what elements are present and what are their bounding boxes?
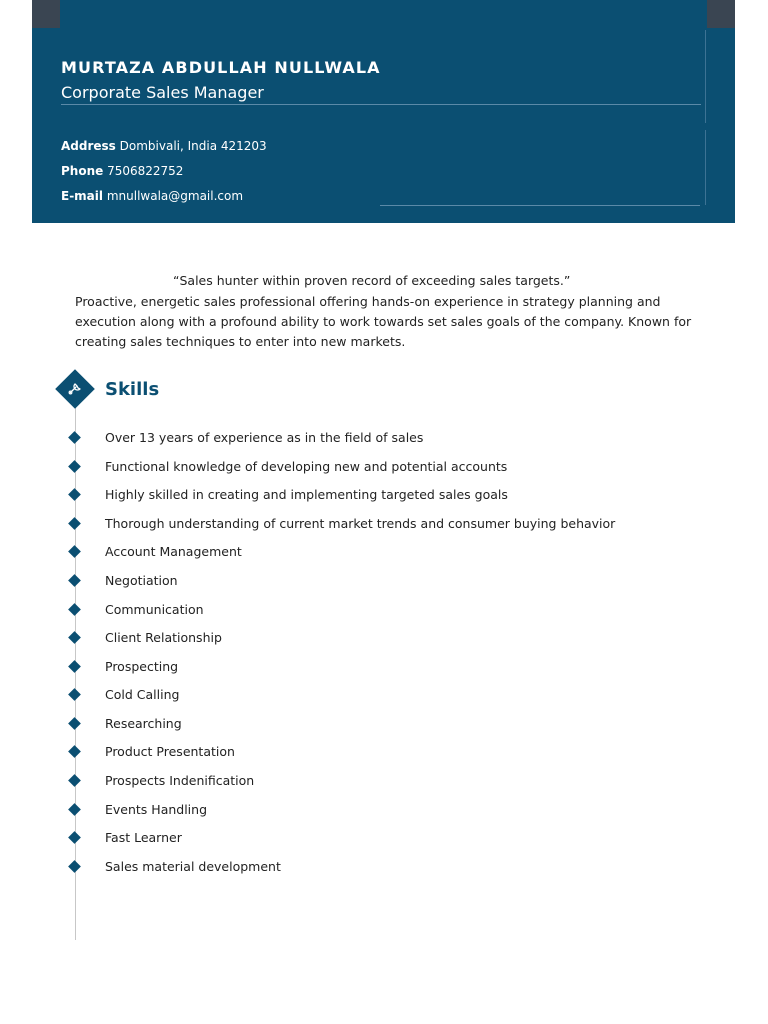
skill-bullet (68, 631, 81, 644)
skill-text: Negotiation (105, 573, 178, 588)
contact-address-value: Dombivali, India 421203 (119, 139, 267, 153)
skill-bullet (68, 660, 81, 673)
contact-email (61, 189, 243, 203)
skill-text: Highly skilled in creating and implementing targeted sales goals (105, 487, 508, 502)
contact-phone (61, 164, 183, 178)
contact-phone-value: 7506822752 (107, 164, 184, 178)
skill-text: Client Relationship (105, 630, 222, 645)
skill-text: Researching (105, 716, 182, 731)
skill-text: Product Presentation (105, 744, 235, 759)
skill-text: Cold Calling (105, 687, 180, 702)
skill-bullet (68, 574, 81, 587)
title-underline (61, 104, 701, 105)
skill-text: Fast Learner (105, 830, 182, 845)
header-corner-left (32, 0, 60, 28)
contact-email-label: E-mail (61, 189, 104, 203)
candidate-title: Corporate Sales Manager (61, 83, 264, 102)
candidate-name: MURTAZA ABDULLAH NULLWALA (61, 58, 381, 77)
skill-bullet (68, 688, 81, 701)
skill-bullet (68, 774, 81, 787)
summary-text: Proactive, energetic sales professional offering hands-on experience in strategy planning and execution along with a profound ability to work towards set sales goals of the company. Known for creating sales techniques to enter into new markets. (75, 294, 692, 349)
skill-text: Events Handling (105, 802, 208, 817)
skill-text: Account Management (105, 544, 242, 559)
skill-bullet (68, 603, 81, 616)
skill-text: Over 13 years of experience as in the field of sales (105, 430, 424, 445)
header-divider-vertical-bottom (705, 130, 706, 205)
skill-bullet (68, 545, 81, 558)
skill-bullet (68, 860, 81, 873)
skills-heading: Skills (105, 379, 160, 400)
skill-text: Functional knowledge of developing new and potential accounts (105, 459, 508, 474)
skill-bullet (68, 488, 81, 501)
skill-text: Prospecting (105, 659, 179, 674)
resume-header (32, 0, 735, 223)
tools-icon (64, 378, 86, 400)
skill-bullet (68, 717, 81, 730)
skill-text: Thorough understanding of current market trends and consumer buying behavior (105, 516, 616, 531)
skill-bullet (68, 803, 81, 816)
contact-email-value[interactable]: mnullwala@gmail.com (106, 189, 244, 203)
skill-bullet (68, 745, 81, 758)
contact-address (61, 139, 267, 153)
contact-underline (380, 205, 700, 206)
contact-phone-label: Phone (61, 164, 104, 178)
skill-text: Sales material development (105, 859, 281, 874)
skill-bullet (68, 431, 81, 444)
contact-address-label: Address (61, 139, 116, 153)
skill-bullet (68, 517, 81, 530)
skill-bullet (68, 831, 81, 844)
summary-tagline: “Sales hunter within proven record of exceeding sales targets.” (173, 273, 571, 288)
skill-text: Communication (105, 602, 204, 617)
skill-bullet (68, 460, 81, 473)
header-divider-vertical-top (705, 30, 706, 123)
skill-text: Prospects Indenification (105, 773, 255, 788)
header-corner-right (707, 0, 735, 28)
